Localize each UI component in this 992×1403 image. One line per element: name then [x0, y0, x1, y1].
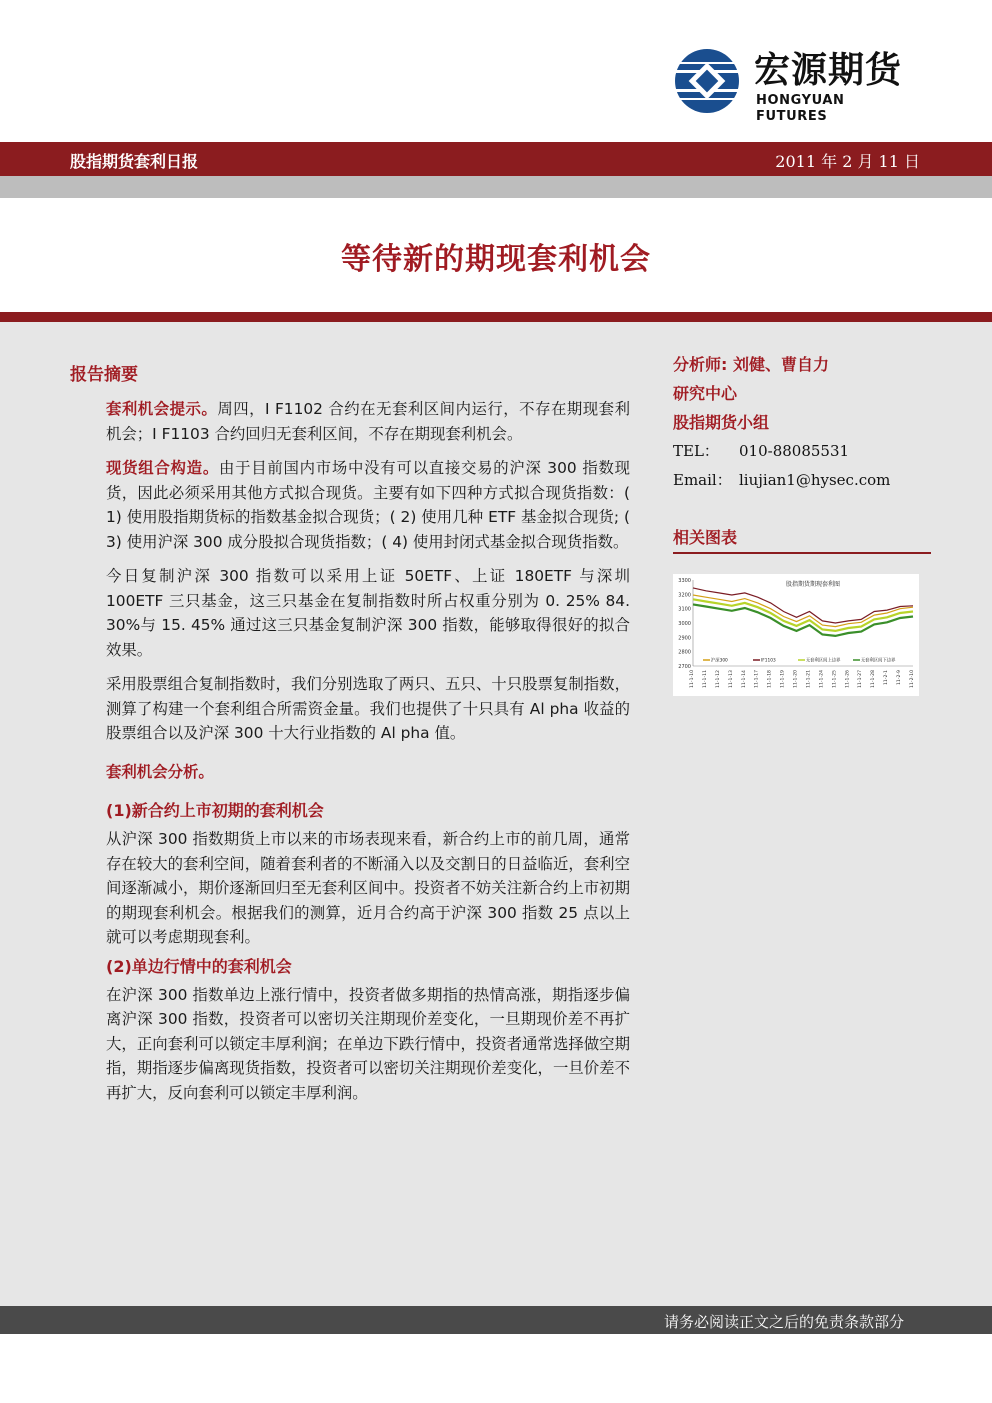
logo-chinese-name: 宏源期货 [754, 50, 903, 91]
disclaimer-notice: 请务必阅读正文之后的免责条款部分 [663, 1313, 904, 1331]
title-divider [0, 312, 992, 322]
y-tick-label: 3000 [678, 621, 691, 627]
x-tick-label: 11-1-14 [741, 670, 747, 688]
tel-value: 010-88085531 [739, 442, 850, 460]
new-contract-heading: (1)新合约上市初期的套利机会 [106, 801, 324, 820]
summary-heading: 报告摘要 [70, 365, 138, 385]
legend-label: IF1103 [761, 658, 776, 664]
series-line [693, 604, 913, 636]
arbitrage-chart [673, 574, 919, 696]
footer-bar [0, 1306, 992, 1334]
chart-svg [673, 574, 919, 696]
arbitrage-tip-paragraph [106, 397, 630, 446]
x-tick-label: 11-1-12 [715, 670, 721, 688]
analyst-names: 分析师: 刘健、曹自力 [673, 355, 829, 374]
x-tick-label: 11-1-17 [754, 670, 760, 688]
x-tick-label: 11-2-10 [910, 670, 915, 688]
research-group: 股指期货小组 [673, 413, 770, 432]
legend-label: 沪深300 [711, 658, 728, 664]
x-tick-label: 11-1-13 [728, 670, 734, 688]
x-tick-label: 11-1-11 [702, 670, 708, 688]
footer-background [0, 1334, 992, 1403]
x-tick-label: 11-1-20 [793, 670, 799, 688]
email-label: Email： [673, 471, 732, 489]
email-line [673, 466, 931, 495]
related-charts-heading: 相关图表 [673, 525, 931, 554]
legend-label: 无套利区间上边界 [806, 658, 841, 664]
x-tick-label: 11-1-28 [871, 670, 877, 688]
report-title: 等待新的期现套利机会 [341, 242, 651, 277]
header-bar [0, 142, 992, 176]
main-column [70, 360, 630, 1109]
report-date: 2011 年 2 月 11 日 [775, 152, 920, 171]
title-area [0, 198, 992, 312]
y-tick-label: 3100 [678, 606, 691, 613]
logo-english-name: HONGYUAN FUTURES [756, 93, 845, 124]
series-line [693, 599, 913, 631]
y-tick-label: 2900 [678, 635, 691, 642]
x-tick-label: 11-1-26 [845, 670, 851, 688]
tel-label: TEL： [673, 442, 719, 460]
report-type: 股指期货套利日报 [70, 152, 199, 171]
y-tick-label: 3300 [678, 578, 691, 584]
x-tick-label: 11-1-27 [858, 670, 864, 688]
y-tick-label: 2700 [678, 664, 691, 670]
one-way-market-heading: (2)单边行情中的套利机会 [106, 956, 292, 976]
x-tick-label: 11-1-19 [780, 670, 786, 688]
x-tick-label: 11-2-1 [884, 670, 890, 686]
paragraph-text: 周四，I F1102 合约在无套利区间内运行，不存在期现套利机会；I F1103 合约回归无套利区间，不存在期现套利机会。 [106, 400, 630, 443]
chart-title: 股指期货期现套利图 [785, 581, 841, 588]
research-center: 研究中心 [673, 384, 738, 403]
one-way-market-paragraph: 在沪深 300 指数单边上涨行情中，投资者做多期指的热情高涨，期指逐步偏离沪深 300 指数，投资者可以密切关注期现价差变化，一旦期现价差不再扩大，正向套利可以锁定丰厚利润；在单边下跌行情中，投资者通常选择做空期指，期指逐步偏离现货指数，投资者可以密切关注期现价差变化，一旦价差不再扩大，反向套利可以锁定丰厚利润。 [106, 985, 630, 1102]
etf-replication-paragraph: 今日复制沪深 300 指数可以采用上证 50ETF、上证 180ETF 与深圳 100ETF 三只基金，这三只基金在复制指数时所占权重分别为 0. 25% 84. 30%与 15. 45% 通过这三只基金复制沪深 300 指数，能够取得很好的拟合效果。 [106, 567, 630, 659]
x-tick-label: 11-1-10 [690, 670, 695, 688]
x-tick-label: 11-2-9 [897, 670, 903, 686]
page-header [0, 0, 992, 142]
hongyuan-logo-icon [672, 48, 742, 114]
header-divider [0, 176, 992, 198]
paragraph-text: 由于目前国内市场中没有可以直接交易的沪深 300 指数现货，因此必须采用其他方式拟合现货。主要有如下四种方式拟合现货指数：( 1) 使用股指期货标的指数基金拟合现货；( 2) 使用几种 ETF 基金拟合现货; ( 3) 使用沪深 300 成分股拟合现货指数；( 4) 使用封闭式基金拟合现货指数。 [106, 459, 630, 551]
paragraph-lead: 套利机会提示。 [106, 400, 218, 418]
stock-portfolio-paragraph: 采用股票组合复制指数时，我们分别选取了两只、五只、十只股票复制指数，测算了构建一个套利组合所需资金量。我们也提供了十只具有 Al pha 收益的股票组合以及沪深 300 十大行业指数的 Al pha 值。 [106, 675, 630, 742]
paragraph-lead: 现货组合构造。 [106, 459, 219, 477]
sidebar [673, 350, 931, 554]
email-value[interactable]: liujian1@hysec.com [739, 471, 891, 489]
legend-label: 无套利区间下边界 [861, 658, 896, 664]
x-tick-label: 11-1-24 [819, 670, 825, 688]
x-tick-label: 11-1-25 [832, 670, 838, 688]
y-tick-label: 2800 [678, 649, 691, 656]
x-tick-label: 11-1-21 [806, 670, 812, 688]
spot-portfolio-paragraph [106, 456, 630, 554]
y-tick-label: 3200 [678, 592, 691, 599]
new-contract-paragraph: 从沪深 300 指数期货上市以来的市场表现来看，新合约上市的前几周，通常存在较大的套利空间，随着套利者的不断涌入以及交割日的日益临近，套利空间逐渐减小，期价逐渐回归至无套利区间中。投资者不妨关注新合约上市初期的期现套利机会。根据我们的测算，近月合约高于沪深 300 指数 25 点以上就可以考虑期现套利。 [106, 830, 630, 946]
analysis-heading: 套利机会分析。 [106, 762, 214, 781]
x-tick-label: 11-1-18 [767, 670, 773, 688]
company-logo [672, 48, 912, 124]
tel-line [673, 437, 931, 466]
